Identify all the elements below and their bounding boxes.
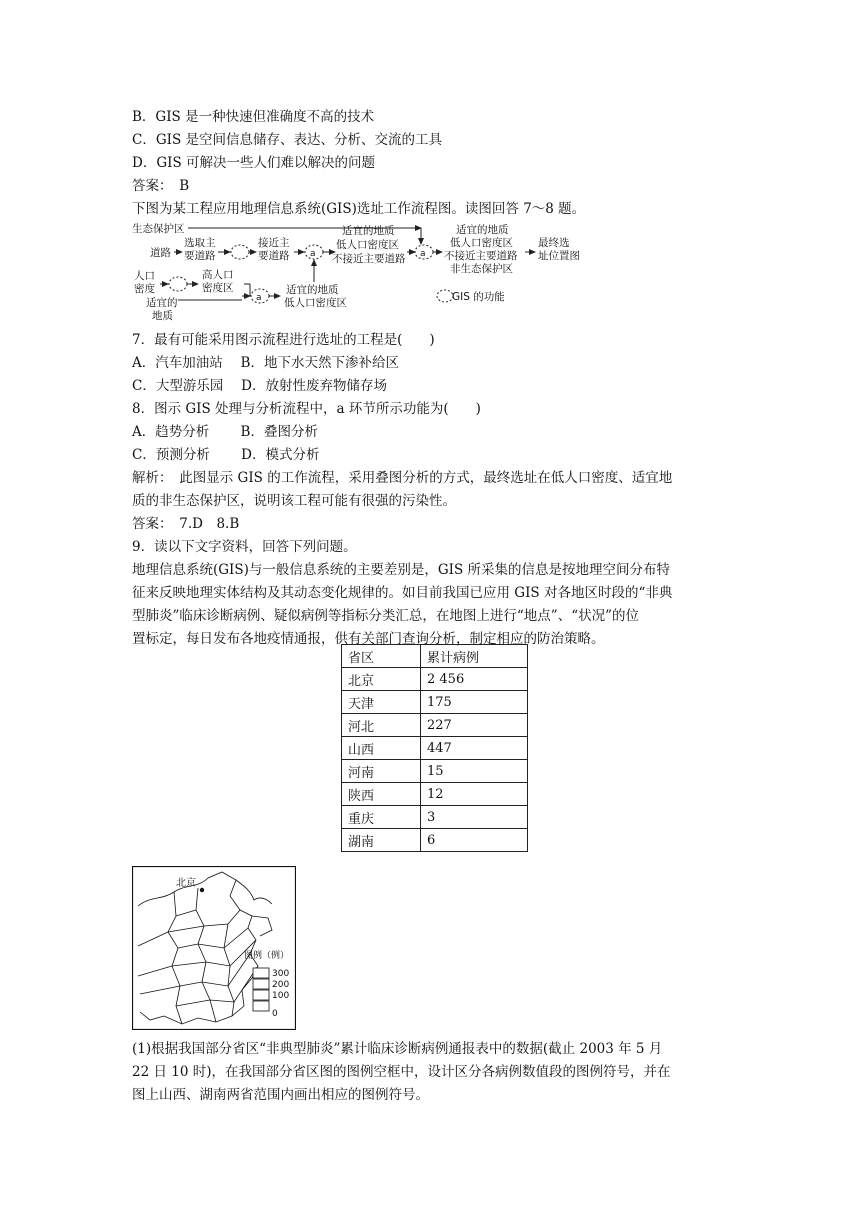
flow-a-label-1: a: [310, 249, 316, 259]
table-row: [342, 668, 528, 691]
flow-mid-3: 不接近主要道路: [332, 253, 406, 265]
table-row: [342, 714, 528, 737]
table-cell: 山西: [342, 737, 421, 760]
map-legend-tick: 100: [272, 991, 290, 1001]
flow-legend-label: GIS 的功能: [452, 291, 505, 303]
table-cell: 12: [421, 783, 528, 806]
flow-result-2: 低人口密度区: [450, 237, 513, 249]
flow-mid-2: 低人口密度区: [336, 239, 399, 251]
gis-flowchart: [132, 222, 612, 324]
table-header-province: 省区: [342, 645, 421, 668]
answer-7-8: 答案： 7.D 8.B: [132, 516, 240, 532]
analysis-line-1: 解析： 此图显示 GIS 的工作流程，采用叠图分析的方式，最终选址在低人口密度、适宜地: [132, 470, 673, 486]
table-header-row: [342, 645, 528, 668]
table-row: [342, 737, 528, 760]
q9-1-line-1: (1)根据我国部分省区“非典型肺炎”累计临床诊断病例通报表中的数据(截止 2003 年 5 月: [132, 1041, 663, 1057]
table-cell: 重庆: [342, 806, 421, 829]
flow-result-3: 不接近主要道路: [444, 250, 518, 262]
option-d: D．GIS 可解决一些人们难以解决的问题: [132, 155, 375, 171]
q9-text-4: 置标定，每日发布各地疫情通报，供有关部门查询分析，制定相应的防治策略。: [132, 631, 605, 647]
flow-near-2: 要道路: [258, 250, 290, 262]
table-cell: 227: [421, 714, 528, 737]
answer-prev: 答案： B: [132, 178, 190, 194]
table-row: [342, 806, 528, 829]
flow-legend-symbol: [437, 290, 453, 302]
q7-options-ab: A．汽车加油站 B．地下水天然下渗补给区: [132, 355, 399, 371]
flow-final-2: 址位置图: [538, 250, 580, 262]
flow-select-2: 要道路: [184, 250, 216, 262]
table-cell: 15: [421, 760, 528, 783]
flow-near-1: 接近主: [258, 237, 290, 249]
table-row: [342, 691, 528, 714]
q7-stem: 7．最有可能采用图示流程进行选址的工程是( ): [132, 332, 435, 348]
q9-1-line-2: 22 日 10 时)，在我国部分省区图的图例空框中，设计区分各病例数值段的图例符号，并在: [132, 1064, 671, 1080]
table-row: [342, 783, 528, 806]
flow-select-1: 选取主: [184, 237, 216, 249]
flow-function-node-2: [169, 277, 187, 291]
flow-result-4: 非生态保护区: [450, 263, 513, 275]
table-header-cases: 累计病例: [421, 645, 528, 668]
table-row: [342, 829, 528, 852]
flow-final-1: 最终选: [538, 237, 570, 249]
flow-pop-1: 人口: [134, 270, 155, 282]
beijing-dot: [200, 888, 204, 892]
q9-text-3: 型肺炎”临床诊断病例、疑似病例等指标分类汇总，在地图上进行“地点”、“状况”的位: [132, 608, 640, 624]
flow-a-label-2: a: [420, 249, 426, 259]
flow-high-1: 高人口: [202, 269, 234, 281]
flow-high-2: 密度区: [202, 282, 234, 294]
table-cell: 天津: [342, 691, 421, 714]
flow-result-1: 适宜的地质: [456, 224, 509, 236]
flow-pop-2: 密度: [134, 283, 155, 295]
flow-geo-2: 地质: [152, 310, 173, 322]
table-cell: 河南: [342, 760, 421, 783]
option-b: B．GIS 是一种快速但准确度不高的技术: [132, 109, 375, 125]
table-cell: 3: [421, 806, 528, 829]
table-cell: 6: [421, 829, 528, 852]
flow-low-1: 适宜的地质: [286, 284, 339, 296]
intro-7-8: 下图为某工程应用地理信息系统(GIS)选址工作流程图。读图回答 7～8 题。: [132, 201, 586, 217]
cases-table: [341, 644, 528, 852]
table-cell: 175: [421, 691, 528, 714]
map-frame: [133, 867, 296, 1030]
table-cell: 河北: [342, 714, 421, 737]
map-city-label: 北京: [176, 878, 196, 889]
q9-stem: 9．读以下文字资料，回答下列问题。: [132, 539, 357, 555]
q9-text-2: 征来反映地理实体结构及其动态变化规律的。如目前我国已应用 GIS 对各地区时段的“非典: [132, 585, 673, 601]
q8-stem: 8．图示 GIS 处理与分析流程中，a 环节所示功能为( ): [132, 401, 481, 417]
flow-low-2: 低人口密度区: [284, 297, 347, 309]
table-cell: 2 456: [421, 668, 528, 691]
flow-a-label-3: a: [256, 293, 262, 303]
q9-text-1: 地理信息系统(GIS)与一般信息系统的主要差别是，GIS 所采集的信息是按地理空间分布特: [132, 562, 671, 578]
map-legend-tick: 0: [272, 1009, 278, 1019]
map-legend-tick: 300: [272, 969, 290, 979]
analysis-line-2: 质的非生态保护区，说明该工程可能有很强的污染性。: [132, 493, 456, 509]
table-cell: 北京: [342, 668, 421, 691]
map-legend-title: 图例（例）: [244, 951, 290, 961]
q8-options-ab: A．趋势分析 B．叠图分析: [132, 424, 318, 440]
option-c: C．GIS 是空间信息储存、表达、分析、交流的工具: [132, 132, 442, 148]
flow-geo-1: 适宜的: [146, 297, 178, 309]
table-cell: 陕西: [342, 783, 421, 806]
province-map: [132, 866, 296, 1030]
map-legend-tick: 200: [272, 980, 290, 990]
q9-1-line-3: 图上山西、湖南两省范围内画出相应的图例符号。: [132, 1087, 429, 1103]
q8-options-cd: C．预测分析 D．模式分析: [132, 447, 320, 463]
flow-mid-1: 适宜的地质: [342, 225, 395, 237]
table-cell: 447: [421, 737, 528, 760]
q7-options-cd: C．大型游乐园 D．放射性废弃物储存场: [132, 378, 387, 394]
flow-function-node-1: [231, 245, 249, 259]
flow-road-label: 道路: [150, 247, 171, 259]
table-row: [342, 760, 528, 783]
flow-eco-label: 生态保护区: [132, 223, 185, 235]
table-cell: 湖南: [342, 829, 421, 852]
